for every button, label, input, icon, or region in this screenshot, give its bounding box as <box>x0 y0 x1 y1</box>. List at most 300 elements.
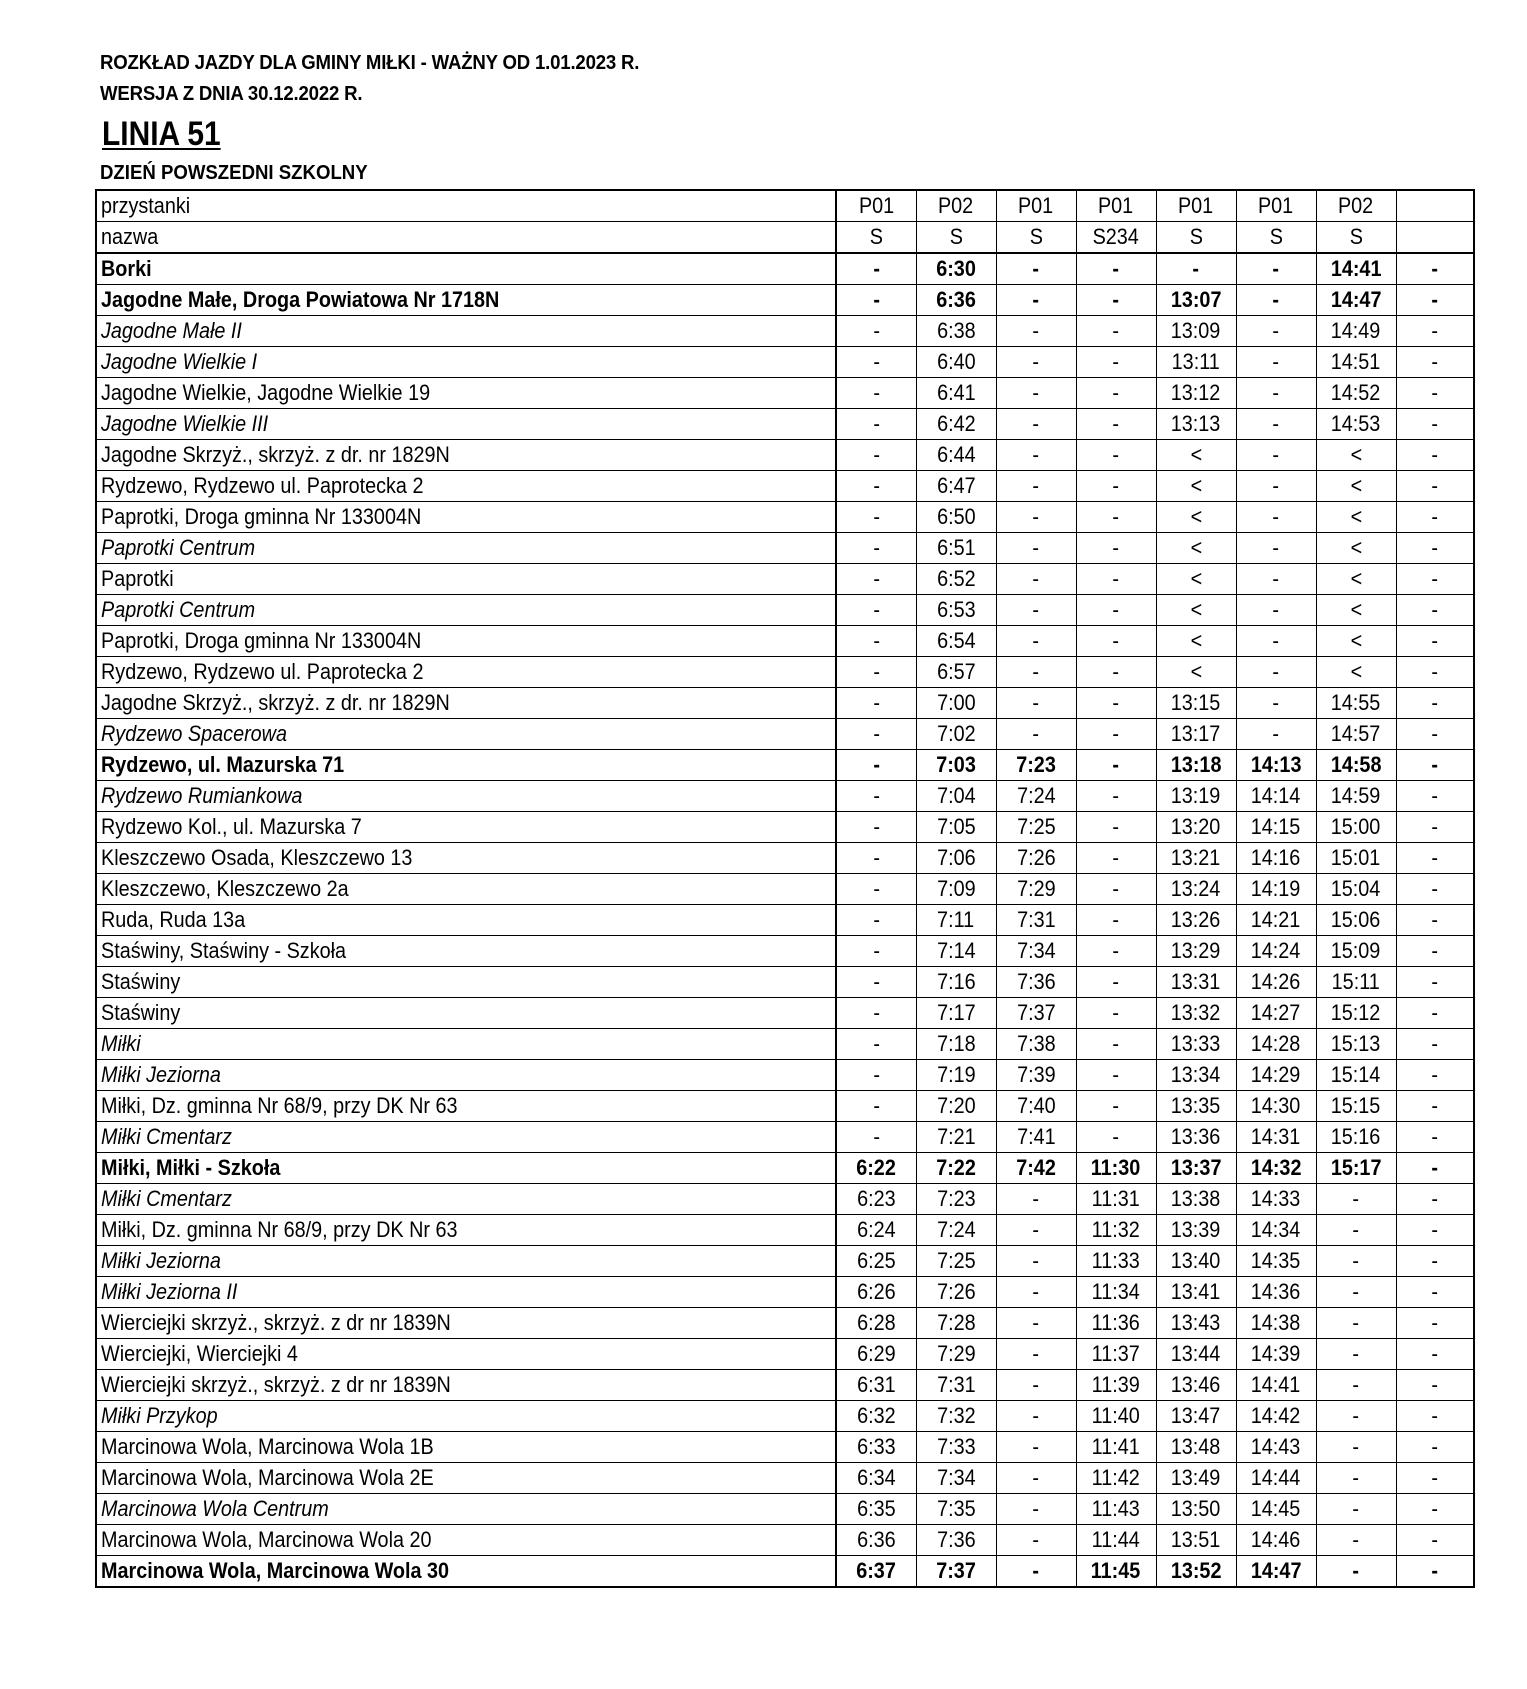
departure-time-text: - <box>872 349 880 374</box>
departure-time-text: 13:20 <box>1171 814 1221 839</box>
departure-time-text: 7:18 <box>936 1031 976 1056</box>
departure-time-text: 13:33 <box>1171 1031 1221 1056</box>
departure-time-text: < <box>1190 535 1202 560</box>
departure-time <box>1156 626 1236 657</box>
departure-time-text: 14:59 <box>1331 783 1381 808</box>
stop-name-text: Miłki Cmentarz <box>101 1124 232 1149</box>
stop-name-text: Jagodne Wielkie I <box>101 349 258 374</box>
departure-time <box>996 1215 1076 1246</box>
departure-time-text: 6:23 <box>856 1186 896 1211</box>
departure-time-text: - <box>1112 318 1120 343</box>
departure-time <box>836 1401 916 1432</box>
departure-time <box>996 253 1076 285</box>
departure-time-text: - <box>1112 969 1120 994</box>
departure-time-text: - <box>1112 845 1120 870</box>
departure-time-text: - <box>872 380 880 405</box>
departure-time <box>1156 936 1236 967</box>
departure-time <box>836 657 916 688</box>
stop-name <box>96 843 836 874</box>
departure-time-text: - <box>872 659 880 684</box>
departure-time <box>1156 657 1236 688</box>
departure-time <box>836 1122 916 1153</box>
departure-time-text: - <box>1112 535 1120 560</box>
header-cell <box>1156 190 1236 222</box>
stop-name <box>96 1401 836 1432</box>
day-type-label: DZIEŃ POWSZEDNI SZKOLNY <box>100 162 368 184</box>
departure-time-text: 14:15 <box>1251 814 1301 839</box>
departure-time <box>916 750 996 781</box>
departure-time <box>1396 1432 1474 1463</box>
departure-time <box>1156 1277 1236 1308</box>
departure-time <box>996 347 1076 378</box>
departure-time-text: - <box>872 907 880 932</box>
departure-time <box>1236 1339 1316 1370</box>
stop-name <box>96 1184 836 1215</box>
departure-time-text: - <box>872 442 880 467</box>
departure-time-text: < <box>1350 473 1362 498</box>
stop-name <box>96 750 836 781</box>
departure-time <box>1076 1339 1156 1370</box>
departure-time <box>916 1184 996 1215</box>
departure-time <box>836 595 916 626</box>
departure-time <box>1156 874 1236 905</box>
departure-time <box>916 1091 996 1122</box>
stop-name <box>96 936 836 967</box>
departure-time-text: - <box>1032 349 1040 374</box>
departure-time-text: - <box>1431 256 1439 281</box>
departure-time <box>1316 347 1396 378</box>
table-row <box>96 595 1474 626</box>
departure-time <box>1316 1153 1396 1184</box>
departure-time <box>996 1029 1076 1060</box>
departure-time <box>1156 564 1236 595</box>
header-cell-text: S <box>1029 224 1043 249</box>
departure-time-text: - <box>1352 1527 1360 1552</box>
header-cell <box>1316 190 1396 222</box>
stop-name-text: Marcinowa Wola, Marcinowa Wola 20 <box>101 1527 432 1552</box>
departure-time-text: - <box>1272 659 1280 684</box>
stop-name-text: Borki <box>101 256 152 281</box>
table-row <box>96 1060 1474 1091</box>
departure-time <box>1236 564 1316 595</box>
departure-time <box>1076 905 1156 936</box>
departure-time <box>1396 812 1474 843</box>
departure-time-text: 7:37 <box>1016 1000 1056 1025</box>
departure-time-text: - <box>1032 1465 1040 1490</box>
departure-time-text: 13:19 <box>1171 783 1221 808</box>
departure-time <box>1396 502 1474 533</box>
stop-name-text: Wierciejki skrzyż., skrzyż. z dr nr 1839N <box>101 1372 451 1397</box>
departure-time-text: - <box>872 845 880 870</box>
departure-time-text: - <box>1431 1155 1439 1180</box>
departure-time <box>1396 1060 1474 1091</box>
departure-time-text: - <box>872 1000 880 1025</box>
departure-time-text: - <box>1352 1496 1360 1521</box>
departure-time <box>1316 936 1396 967</box>
departure-time <box>1156 1122 1236 1153</box>
departure-time-text: - <box>1032 1403 1040 1428</box>
departure-time-text: - <box>872 287 880 312</box>
departure-time-text: < <box>1190 628 1202 653</box>
departure-time <box>1076 812 1156 843</box>
departure-time <box>996 843 1076 874</box>
table-row <box>96 253 1474 285</box>
departure-time <box>836 936 916 967</box>
departure-time <box>1236 1401 1316 1432</box>
header-cell <box>1076 222 1156 254</box>
timetable <box>95 189 1475 1588</box>
departure-time-text: - <box>1431 473 1439 498</box>
departure-time <box>996 626 1076 657</box>
table-row <box>96 1494 1474 1525</box>
departure-time-text: < <box>1350 659 1362 684</box>
departure-time-text: - <box>1032 628 1040 653</box>
departure-time <box>1396 533 1474 564</box>
departure-time <box>916 1494 996 1525</box>
departure-time-text: 11:41 <box>1091 1434 1141 1459</box>
departure-time <box>1236 781 1316 812</box>
departure-time-text: - <box>1431 1279 1439 1304</box>
departure-time <box>996 533 1076 564</box>
stop-name <box>96 1494 836 1525</box>
departure-time <box>996 1308 1076 1339</box>
header-cell-text: P01 <box>1178 193 1214 218</box>
departure-time <box>1076 874 1156 905</box>
departure-time-text: 6:30 <box>936 256 976 281</box>
departure-time-text: - <box>1112 876 1120 901</box>
departure-time <box>1156 1091 1236 1122</box>
departure-time-text: 7:09 <box>936 876 976 901</box>
departure-time <box>1396 253 1474 285</box>
header-label <box>96 190 836 222</box>
departure-time <box>1156 1556 1236 1588</box>
departure-time <box>996 285 1076 316</box>
header-cell <box>916 190 996 222</box>
table-row <box>96 936 1474 967</box>
stop-name-text: Rydzewo Rumiankowa <box>101 783 303 808</box>
table-row <box>96 998 1474 1029</box>
table-row <box>96 1153 1474 1184</box>
departure-time-text: - <box>1431 1434 1439 1459</box>
departure-time <box>1076 564 1156 595</box>
departure-time-text: 13:40 <box>1171 1248 1221 1273</box>
departure-time-text: 7:02 <box>936 721 976 746</box>
departure-time-text: 7:24 <box>1016 783 1056 808</box>
departure-time-text: - <box>1431 845 1439 870</box>
departure-time-text: 13:51 <box>1171 1527 1221 1552</box>
departure-time <box>1076 347 1156 378</box>
departure-time <box>1316 1277 1396 1308</box>
departure-time <box>916 533 996 564</box>
table-row <box>96 967 1474 998</box>
departure-time-text: - <box>1032 1217 1040 1242</box>
departure-time <box>916 874 996 905</box>
header-cell <box>1076 190 1156 222</box>
departure-time <box>996 719 1076 750</box>
departure-time-text: 11:33 <box>1091 1248 1141 1273</box>
header-cell <box>1236 190 1316 222</box>
departure-time <box>1076 316 1156 347</box>
departure-time-text: < <box>1190 566 1202 591</box>
departure-time <box>1396 1277 1474 1308</box>
stop-name <box>96 967 836 998</box>
departure-time-text: - <box>1272 473 1280 498</box>
departure-time <box>1236 905 1316 936</box>
header-cell-text: P01 <box>1258 193 1294 218</box>
departure-time <box>1396 1153 1474 1184</box>
departure-time <box>1396 998 1474 1029</box>
departure-time <box>1236 1432 1316 1463</box>
departure-time <box>1396 1525 1474 1556</box>
departure-time-text: - <box>1431 442 1439 467</box>
departure-time-text: - <box>1032 721 1040 746</box>
departure-time <box>916 409 996 440</box>
header-cell <box>1156 222 1236 254</box>
departure-time-text: 14:35 <box>1251 1248 1301 1273</box>
departure-time <box>1156 595 1236 626</box>
departure-time-text: - <box>1352 1403 1360 1428</box>
departure-time-text: - <box>1272 349 1280 374</box>
departure-time <box>1236 626 1316 657</box>
departure-time <box>1396 316 1474 347</box>
departure-time-text: - <box>1431 535 1439 560</box>
departure-time-text: 7:00 <box>936 690 976 715</box>
departure-time <box>996 595 1076 626</box>
departure-time-text: - <box>1112 752 1120 777</box>
departure-time <box>1316 316 1396 347</box>
departure-time-text: 14:36 <box>1251 1279 1301 1304</box>
table-row <box>96 471 1474 502</box>
table-row <box>96 1308 1474 1339</box>
departure-time <box>836 905 916 936</box>
departure-time-text: - <box>1112 721 1120 746</box>
departure-time-text: - <box>1112 1031 1120 1056</box>
departure-time <box>1236 471 1316 502</box>
departure-time-text: 13:34 <box>1171 1062 1221 1087</box>
departure-time-text: - <box>1032 287 1040 312</box>
departure-time <box>1076 1246 1156 1277</box>
departure-time <box>1156 1153 1236 1184</box>
departure-time <box>836 1060 916 1091</box>
departure-time-text: - <box>872 938 880 963</box>
stop-name-text: Wierciejki, Wierciejki 4 <box>101 1341 298 1366</box>
departure-time <box>916 1401 996 1432</box>
departure-time-text: - <box>872 566 880 591</box>
departure-time-text: 6:42 <box>936 411 976 436</box>
stop-name <box>96 1556 836 1588</box>
departure-time <box>836 471 916 502</box>
departure-time <box>1156 1339 1236 1370</box>
table-row <box>96 905 1474 936</box>
departure-time-text: - <box>1352 1279 1360 1304</box>
departure-time-text: 11:37 <box>1091 1341 1141 1366</box>
departure-time <box>836 1339 916 1370</box>
departure-time-text: 13:17 <box>1171 721 1221 746</box>
departure-time-text: 6:47 <box>936 473 976 498</box>
departure-time <box>1316 1525 1396 1556</box>
departure-time <box>916 440 996 471</box>
line-title: LINIA 51 <box>102 115 221 153</box>
table-row <box>96 626 1474 657</box>
departure-time-text: - <box>1431 628 1439 653</box>
departure-time <box>916 843 996 874</box>
departure-time <box>1236 1029 1316 1060</box>
departure-time-text: 15:15 <box>1331 1093 1381 1118</box>
departure-time-text: - <box>1272 380 1280 405</box>
departure-time-text: - <box>1431 1062 1439 1087</box>
departure-time-text: - <box>1431 1093 1439 1118</box>
stop-name <box>96 688 836 719</box>
departure-time-text: - <box>1272 628 1280 653</box>
departure-time <box>1236 595 1316 626</box>
departure-time-text: 15:13 <box>1331 1031 1381 1056</box>
stop-name <box>96 1029 836 1060</box>
stop-name <box>96 409 836 440</box>
departure-time-text: - <box>1112 504 1120 529</box>
stop-name-text: Jagodne Wielkie, Jagodne Wielkie 19 <box>101 380 431 405</box>
header-cell <box>996 190 1076 222</box>
departure-time <box>1076 471 1156 502</box>
departure-time <box>836 285 916 316</box>
departure-time <box>1076 1184 1156 1215</box>
departure-time-text: 13:41 <box>1171 1279 1221 1304</box>
departure-time-text: - <box>872 504 880 529</box>
stop-name-text: Jagodne Wielkie III <box>101 411 269 436</box>
departure-time-text: - <box>1431 504 1439 529</box>
departure-time-text: < <box>1190 597 1202 622</box>
departure-time <box>1316 967 1396 998</box>
departure-time <box>1076 1432 1156 1463</box>
stop-name-text: Marcinowa Wola, Marcinowa Wola 2E <box>101 1465 434 1490</box>
departure-time-text: 14:14 <box>1251 783 1301 808</box>
departure-time-text: < <box>1350 628 1362 653</box>
departure-time <box>1316 1029 1396 1060</box>
departure-time-text: 14:42 <box>1251 1403 1301 1428</box>
stop-name-text: Marcinowa Wola, Marcinowa Wola 30 <box>101 1558 450 1583</box>
departure-time <box>1156 843 1236 874</box>
departure-time-text: - <box>1431 907 1439 932</box>
departure-time-text: 11:45 <box>1091 1558 1141 1583</box>
stop-name <box>96 781 836 812</box>
departure-time <box>1316 905 1396 936</box>
stop-name <box>96 998 836 1029</box>
departure-time <box>1236 1215 1316 1246</box>
departure-time <box>1076 253 1156 285</box>
stop-name <box>96 1463 836 1494</box>
departure-time <box>1076 936 1156 967</box>
departure-time <box>1396 440 1474 471</box>
departure-time <box>1236 378 1316 409</box>
departure-time-text: - <box>1272 721 1280 746</box>
departure-time-text: 6:36 <box>856 1527 896 1552</box>
departure-time <box>836 1494 916 1525</box>
header-cell <box>836 190 916 222</box>
departure-time-text: 7:31 <box>1016 907 1056 932</box>
departure-time-text: - <box>1112 411 1120 436</box>
stop-name <box>96 378 836 409</box>
departure-time-text: 6:53 <box>936 597 976 622</box>
departure-time-text: 14:38 <box>1251 1310 1301 1335</box>
departure-time-text: - <box>1112 1124 1120 1149</box>
stop-name <box>96 657 836 688</box>
departure-time <box>836 1153 916 1184</box>
departure-time-text: 6:50 <box>936 504 976 529</box>
departure-time-text: 7:22 <box>936 1155 976 1180</box>
departure-time <box>836 409 916 440</box>
departure-time <box>1316 1494 1396 1525</box>
departure-time-text: - <box>1032 1527 1040 1552</box>
departure-time-text: - <box>1431 814 1439 839</box>
departure-time <box>1076 998 1156 1029</box>
departure-time <box>1156 719 1236 750</box>
departure-time <box>1396 1029 1474 1060</box>
departure-time <box>1076 1029 1156 1060</box>
departure-time-text: - <box>1431 1186 1439 1211</box>
departure-time-text: 6:31 <box>856 1372 896 1397</box>
departure-time-text: 6:41 <box>936 380 976 405</box>
departure-time-text: 6:36 <box>936 287 976 312</box>
departure-time <box>1316 998 1396 1029</box>
departure-time-text: 14:49 <box>1331 318 1381 343</box>
departure-time <box>1076 502 1156 533</box>
departure-time <box>1156 471 1236 502</box>
departure-time <box>836 843 916 874</box>
table-row <box>96 750 1474 781</box>
departure-time <box>1396 874 1474 905</box>
departure-time <box>1316 378 1396 409</box>
departure-time-text: 14:13 <box>1250 752 1302 777</box>
departure-time-text: 7:20 <box>936 1093 976 1118</box>
table-row <box>96 719 1474 750</box>
departure-time-text: - <box>1431 721 1439 746</box>
departure-time <box>916 812 996 843</box>
departure-time <box>1076 843 1156 874</box>
departure-time-text: - <box>1112 380 1120 405</box>
departure-time <box>1076 533 1156 564</box>
departure-time-text: 13:35 <box>1171 1093 1221 1118</box>
departure-time-text: - <box>1431 380 1439 405</box>
departure-time <box>916 936 996 967</box>
departure-time-text: 14:55 <box>1331 690 1381 715</box>
departure-time-text: 14:51 <box>1331 349 1381 374</box>
departure-time-text: - <box>1032 1496 1040 1521</box>
table-row <box>96 440 1474 471</box>
departure-time <box>1396 1091 1474 1122</box>
departure-time <box>1316 285 1396 316</box>
departure-time-text: - <box>1112 1093 1120 1118</box>
stop-name <box>96 1122 836 1153</box>
stop-name <box>96 1060 836 1091</box>
stop-name-text: Staświny <box>101 1000 181 1025</box>
departure-time <box>996 564 1076 595</box>
departure-time-text: 7:17 <box>936 1000 976 1025</box>
departure-time-text: - <box>1272 535 1280 560</box>
departure-time-text: 6:22 <box>856 1155 897 1180</box>
departure-time-text: 15:00 <box>1331 814 1381 839</box>
departure-time-text: 13:12 <box>1171 380 1221 405</box>
departure-time <box>996 378 1076 409</box>
departure-time-text: 6:25 <box>856 1248 896 1273</box>
table-row <box>96 1215 1474 1246</box>
stop-name <box>96 253 836 285</box>
departure-time <box>996 750 1076 781</box>
departure-time <box>1236 874 1316 905</box>
departure-time <box>996 502 1076 533</box>
departure-time-text: - <box>1352 1465 1360 1490</box>
departure-time-text: 11:31 <box>1091 1186 1141 1211</box>
departure-time <box>1236 285 1316 316</box>
departure-time <box>1236 409 1316 440</box>
